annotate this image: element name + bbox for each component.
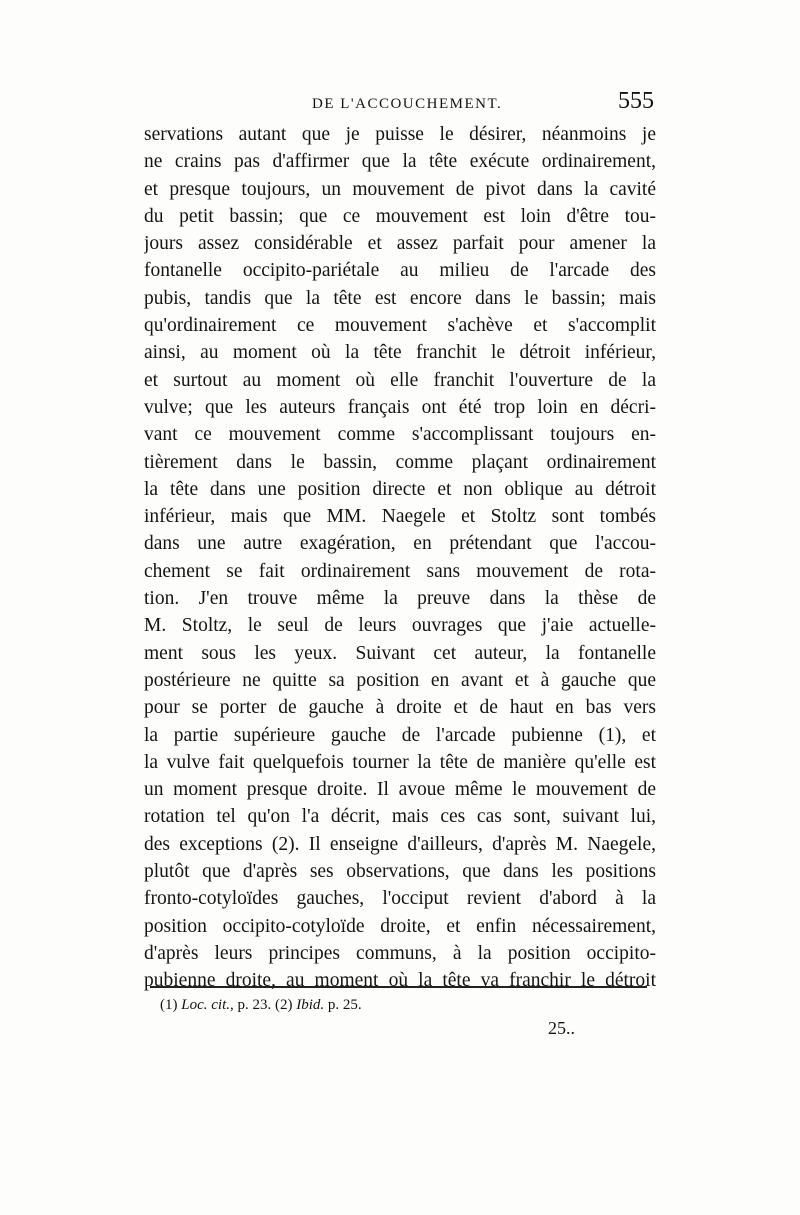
text-line: ment sous les yeux. Suivant cet auteur, la fontanelle xyxy=(144,642,656,664)
text-line: inférieur, mais que MM. Naegele et Stoltz sont tombés xyxy=(144,506,656,528)
running-head: DE L'ACCOUCHEMENT. xyxy=(312,96,503,112)
text-line: pubienne droite, au moment où la tête va franchir le détroit xyxy=(144,970,656,992)
footnote-1-page: , p. 23. xyxy=(230,997,272,1013)
text-line: jours assez considérable et assez parfait pour amener la xyxy=(144,233,656,255)
text-line: et presque toujours, un mouvement de pivot dans la cavité xyxy=(144,178,656,200)
text-line: rotation tel qu'on l'a décrit, mais ces cas sont, suivant lui, xyxy=(144,806,656,828)
footnote-1-mark: (1) xyxy=(160,997,178,1013)
text-line: et surtout au moment où elle franchit l'ouverture de la xyxy=(144,369,656,391)
text-line: fontanelle occipito-pariétale au milieu de l'arcade des xyxy=(144,260,656,282)
text-line: un moment presque droite. Il avoue même le mouvement de xyxy=(144,779,656,801)
text-line: tièrement dans le bassin, comme plaçant ordinairement xyxy=(144,451,656,473)
footnote-1-ref: Loc. cit. xyxy=(181,997,230,1013)
body-text xyxy=(144,121,656,995)
text-line: chement se fait ordinairement sans mouvement de rota- xyxy=(144,560,656,582)
text-line: vant ce mouvement comme s'accomplissant toujours en- xyxy=(144,424,656,446)
footnote-2-page: p. 25. xyxy=(327,997,362,1013)
text-line: dans une autre exagération, en prétendant que l'accou- xyxy=(144,533,656,555)
text-line: la partie supérieure gauche de l'arcade pubienne (1), et xyxy=(144,724,656,746)
text-line: pour se porter de gauche à droite et de haut en bas vers xyxy=(144,697,656,719)
text-line: la vulve fait quelquefois tourner la tête de manière qu'elle est xyxy=(144,751,656,773)
text-line: plutôt que d'après ses observations, que dans les positions xyxy=(144,861,656,883)
page-number: 555 xyxy=(618,88,654,114)
text-line: tion. J'en trouve même la preuve dans la thèse de xyxy=(144,588,656,610)
text-line: du petit bassin; que ce mouvement est loin d'être tou- xyxy=(144,205,656,227)
footnotes xyxy=(160,997,362,1014)
text-line: fronto-cotyloïdes gauches, l'occiput revient d'abord à la xyxy=(144,888,656,910)
text-line: pubis, tandis que la tête est encore dans le bassin; mais xyxy=(144,287,656,309)
text-line: postérieure ne quitte sa position en avant et à gauche que xyxy=(144,669,656,691)
text-line: d'après leurs principes communs, à la position occipito- xyxy=(144,942,656,964)
text-line: position occipito-cotyloïde droite, et enfin nécessairement, xyxy=(144,915,656,937)
text-line: des exceptions (2). Il enseigne d'ailleurs, d'après M. Naegele, xyxy=(144,833,656,855)
text-line: la tête dans une position directe et non oblique au détroit xyxy=(144,478,656,500)
text-line: vulve; que les auteurs français ont été trop loin en décri- xyxy=(144,396,656,418)
footnote-rule xyxy=(150,986,647,988)
text-line: servations autant que je puisse le désirer, néanmoins je xyxy=(144,124,656,145)
signature-mark: 25.. xyxy=(548,1018,575,1038)
text-line: ne crains pas d'affirmer que la tête exécute ordinairement, xyxy=(144,151,656,173)
text-line: qu'ordinairement ce mouvement s'achève et s'accomplit xyxy=(144,315,656,337)
footnote-2-mark: (2) xyxy=(275,997,293,1013)
footnote-2-ref: Ibid. xyxy=(296,997,325,1013)
text-line: ainsi, au moment où la tête franchit le détroit inférieur, xyxy=(144,342,656,364)
text-line: M. Stoltz, le seul de leurs ouvrages que j'aie actuelle- xyxy=(144,615,656,637)
